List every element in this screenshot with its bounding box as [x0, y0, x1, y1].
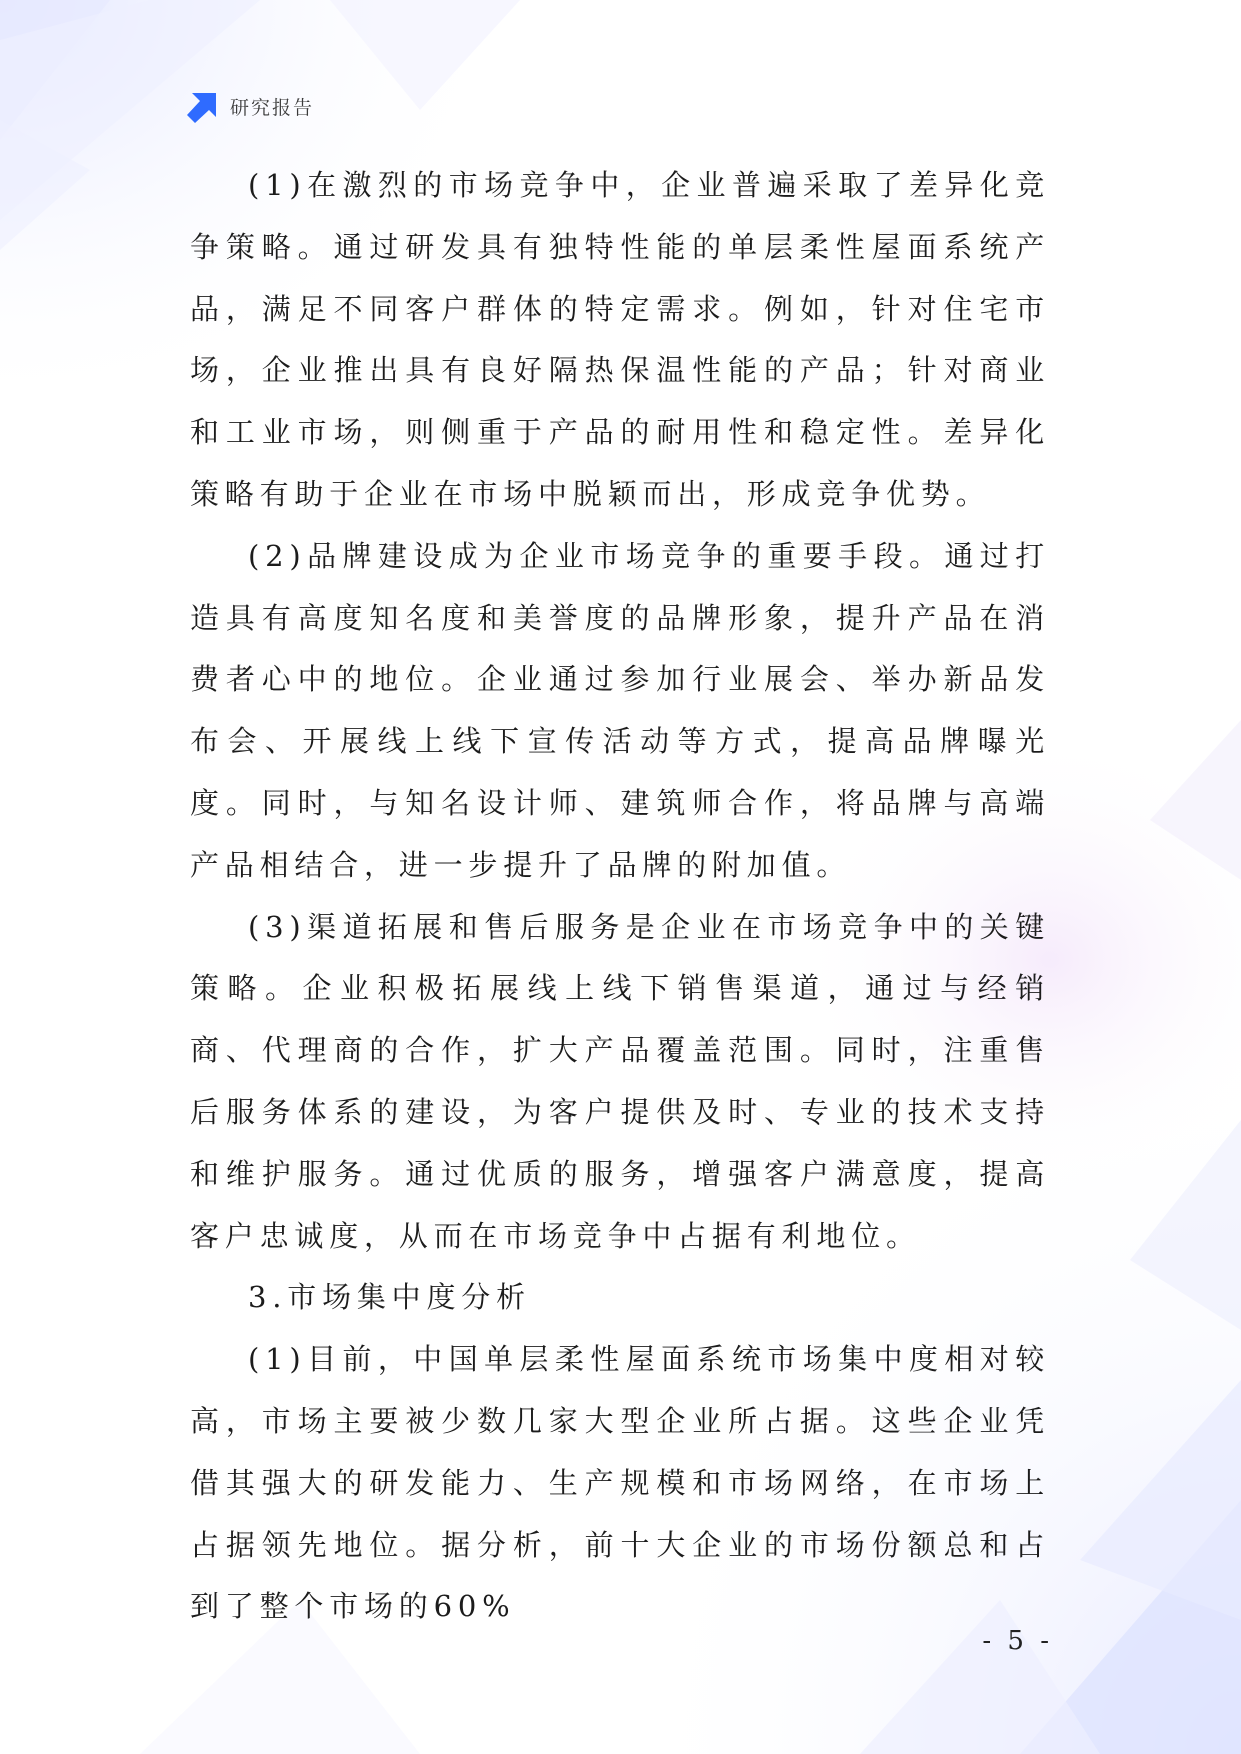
section-heading: 3.市场集中度分析 [248, 1280, 531, 1315]
paragraph-3: (3)渠道拓展和售后服务是企业在市场竞争中的关键策略。企业积极拓展线上线下销售渠道，通过与经销商、代理商的合作，扩大产品覆盖范围。同时，注重售后服务体系的建设，为客户提供及时、专业的技术支持和维护服务。通过优质的服务，增强客户满意度，提高客户忠诚度，从而在市场竞争中占据有利地位。 [190, 909, 1050, 1253]
arrow-up-right-icon [186, 89, 220, 123]
header-title: 研究报告 [230, 96, 315, 119]
document-header [186, 88, 314, 124]
paragraph-1: (1)在激烈的市场竞争中，企业普遍采取了差异化竞争策略。通过研发具有独特性能的单层柔性屋面系统产品，满足不同客户群体的特定需求。例如，针对住宅市场，企业推出具有良好隔热保温性能的产品；针对商业和工业市场，则侧重于产品的耐用性和稳定性。差异化策略有助于企业在市场中脱颖而出，形成竞争优势。 [190, 168, 1050, 511]
document-body [190, 155, 1050, 1638]
paragraph-4: (1)目前，中国单层柔性屋面系统市场集中度相对较高，市场主要被少数几家大型企业所占据。这些企业凭借其强大的研发能力、生产规模和市场网络，在市场上占据领先地位。据分析，前十大企业的市场份额总和占到了整个市场的60% [190, 1342, 1050, 1624]
paragraph-2: (2)品牌建设成为企业市场竞争的重要手段。通过打造具有高度知名度和美誉度的品牌形象，提升产品在消费者心中的地位。企业通过参加行业展会、举办新品发布会、开展线上线下宣传活动等方式，提高品牌曝光度。同时，与知名设计师、建筑师合作，将品牌与高端产品相结合，进一步提升了品牌的附加值。 [190, 538, 1050, 882]
page-number: - 5 - [982, 1626, 1053, 1656]
